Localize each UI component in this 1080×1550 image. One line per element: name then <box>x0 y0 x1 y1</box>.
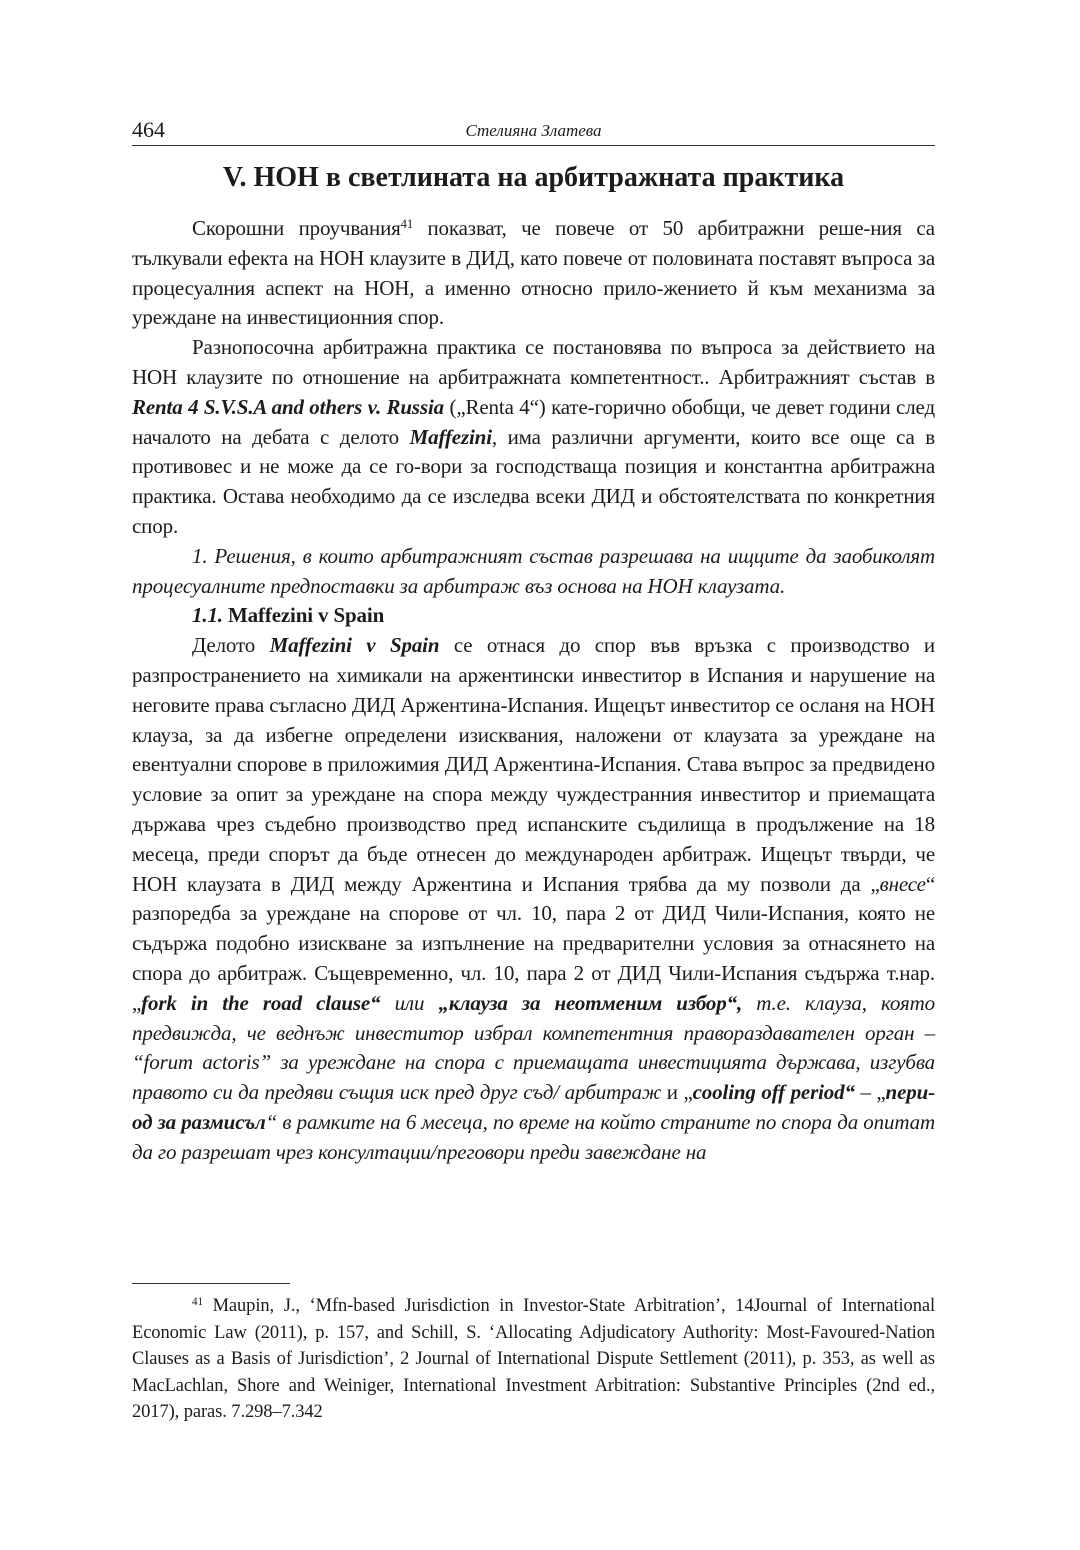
running-title: Стелияна Златева <box>465 121 602 140</box>
paragraph-4-text-d: или <box>380 990 439 1015</box>
footnote-text <box>132 1293 935 1426</box>
page-number: 464 <box>132 117 165 142</box>
case-name-maffezini: Maffezini <box>409 424 492 449</box>
paragraph-4-text-c: “ разпоредба за уреждане на спорове от чл. 10, пара 2 от ДИД Чили-Испания, която не съдържа подобно изискване за изпълнение на предварителни условия за отнасянето на спора до арбитраж. Същевременно, чл. 10, пара 2 от ДИД Чили-Испания съдържа т.нар. „ <box>132 871 935 1015</box>
term-import: внесе <box>879 871 926 896</box>
case-name-maffezini-spain: Maffezini v Spain <box>269 633 440 658</box>
paragraph-1-text-b: показват, че повече от 50 арбитражни реше-ния са тълкували ефекта на НОН клаузите в ДИД, като повече от половината поставят въпроса за процесуалния аспект на НОН, а именно относно прило-жението й към механизма за уреждане на инвестиционния спор. <box>132 216 935 330</box>
case-name-renta: Renta 4 S.V.S.A and others v. Russia <box>132 394 445 419</box>
section-title: V. НОН в светлината на арбитражната практика <box>222 162 845 193</box>
footnote-number: 41 <box>192 1295 203 1308</box>
body-text <box>132 214 935 1168</box>
paragraph-3 <box>132 542 935 602</box>
paragraph-4 <box>132 631 935 1167</box>
subsection-heading-1-1 <box>132 601 935 631</box>
paragraph-4-text-a: Делото <box>192 633 270 658</box>
term-cooling-off: cooling off period“ <box>692 1080 855 1105</box>
paragraph-4-text-e: т.е. клауза, която предвижда, че веднъж инвеститор избрал компетентния правораздавателен орган – “forum actoris” за уреждане на спора с приемащата инвестицията държава, изгубва правото си да предяви същия иск пред друг съд/ арбитраж <box>132 990 935 1105</box>
paragraph-2-text-b: („Renta 4“) кате-горично обобщи, че девет години след началото на дебата с делото <box>132 394 935 449</box>
subsection-number: 1.1. <box>192 603 223 628</box>
paragraph-1-text-a: Скорошни проучвания <box>192 216 401 240</box>
paragraph-1 <box>132 214 935 333</box>
paragraph-4-text-b: се отнася до спор във връзка с производство и разпространението на химикали на аржентински инвеститор в Испания и нарушение на неговите права съгласно ДИД Аржентина-Испания. Ищецът инвеститор се осланя на НОН клауза, за да избегне определени изисквания, наложени от клаузата за уреждане на евентуални спорове в приложимия ДИД Аржентина-Испания. Става въпрос за предвидено условие за опит за уреждане на спора между чуждестранния инвеститор и приемащата държава чрез съдебно производство пред испанските съдилища в продължение на 18 месеца, преди спорът да бъде отнесен до международен арбитраж. Ищецът твърди, че НОН клаузата в ДИД между Аржентина и Испания трябва да му позволи да „ <box>132 633 935 896</box>
paragraph-4-text-h: “ в рамките на 6 месеца, по време на който страните по спора да опитат да го разрешат чрез консултации/преговори преди завеждане на <box>132 1109 935 1164</box>
paragraph-4-text-f: и „ <box>661 1080 693 1105</box>
footnote-divider <box>132 1283 290 1284</box>
footnote-41 <box>132 1293 935 1426</box>
page-header <box>132 117 935 146</box>
footnote-body: Maupin, J., ‘Mfn-based Jurisdiction in Investor-State Arbitration’, 14Journal of International Economic Law (2011), p. 157, and Schill, S. ‘Allocating Adjudicatory Authority: Most-Favoured-Nation Clauses as a Basis of Jurisdiction’, 2 Journal of International Dispute Settlement (2011), p. 353, as well as MacLachlan, Shore and Weiniger, International Investment Arbitration: Substantive Principles (2nd ed., 2017), paras. 7.298–7.342 <box>132 1296 935 1422</box>
paragraph-4-text-g: – „ <box>854 1080 886 1105</box>
term-irrevocable-choice: „клауза за неотменим избор“, <box>438 990 743 1015</box>
term-fork-in-the-road: fork in the road clause“ <box>141 990 381 1015</box>
paragraph-2-text-a: Разнопосочна арбитражна практика се постановява по въпроса за действието на НОН клаузите по отношение на арбитражната компетентност.. Арбитражният състав в <box>132 335 935 389</box>
paragraph-2 <box>132 333 935 542</box>
paragraph-2-text-c: , има различни аргументи, които все още са в противовес и не може да се го-вори за господстваща позиция и константна арбитражна практика. Остава необходимо да се изследва всеки ДИД и обстоятелствата по конкретния спор. <box>132 424 935 538</box>
footnote-ref[interactable]: 41 <box>400 217 413 232</box>
term-reflection-period: пери-од за размисъл <box>132 1080 935 1134</box>
subsection-heading-1: 1. Решения, в които арбитражният състав разрешава на ищците да заобиколят процесуалните предпоставки за арбитраж въз основа на НОН клаузата. <box>132 543 935 598</box>
subsection-title: Maffezini v Spain <box>222 603 385 628</box>
